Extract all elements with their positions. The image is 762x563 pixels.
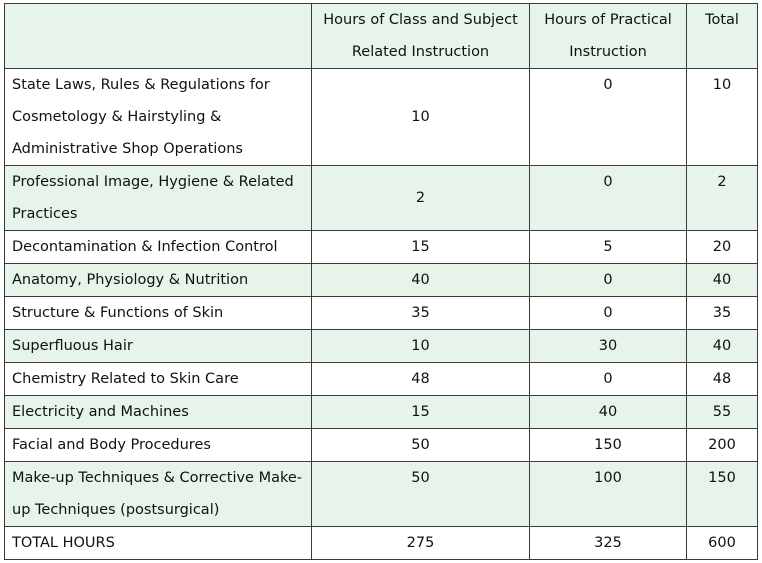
row-class-hours: 2 xyxy=(312,166,530,231)
curriculum-hours-table xyxy=(4,3,758,560)
total-practical-hours: 325 xyxy=(530,527,687,560)
header-practical-hours: Hours of Practical Instruction xyxy=(530,4,687,69)
row-class-hours: 15 xyxy=(312,231,530,264)
row-total: 20 xyxy=(687,231,758,264)
table-row xyxy=(5,330,758,363)
row-practical-hours: 0 xyxy=(530,297,687,330)
table-row xyxy=(5,264,758,297)
row-class-hours: 10 xyxy=(312,69,530,166)
header-total: Total xyxy=(687,4,758,69)
row-subject: Structure & Functions of Skin xyxy=(5,297,312,330)
row-class-hours: 15 xyxy=(312,396,530,429)
row-practical-hours: 30 xyxy=(530,330,687,363)
row-class-hours: 40 xyxy=(312,264,530,297)
table-row xyxy=(5,231,758,264)
row-subject: Superfluous Hair xyxy=(5,330,312,363)
total-label: TOTAL HOURS xyxy=(5,527,312,560)
table-row xyxy=(5,396,758,429)
row-practical-hours: 100 xyxy=(530,462,687,527)
table-row xyxy=(5,69,758,166)
row-subject: Anatomy, Physiology & Nutrition xyxy=(5,264,312,297)
row-practical-hours: 150 xyxy=(530,429,687,462)
row-total: 35 xyxy=(687,297,758,330)
row-practical-hours: 0 xyxy=(530,69,687,166)
table-total-row xyxy=(5,527,758,560)
table-row xyxy=(5,363,758,396)
total-class-hours: 275 xyxy=(312,527,530,560)
row-total: 150 xyxy=(687,462,758,527)
row-total: 40 xyxy=(687,330,758,363)
row-total: 200 xyxy=(687,429,758,462)
total-hours: 600 xyxy=(687,527,758,560)
row-class-hours: 50 xyxy=(312,429,530,462)
row-total: 2 xyxy=(687,166,758,231)
row-practical-hours: 5 xyxy=(530,231,687,264)
row-subject: Professional Image, Hygiene & Related Practices xyxy=(5,166,312,231)
table-row xyxy=(5,462,758,527)
row-class-hours: 50 xyxy=(312,462,530,527)
row-practical-hours: 0 xyxy=(530,264,687,297)
row-total: 55 xyxy=(687,396,758,429)
row-subject: Make-up Techniques & Corrective Make-up Techniques (postsurgical) xyxy=(5,462,312,527)
row-subject: Decontamination & Infection Control xyxy=(5,231,312,264)
row-practical-hours: 40 xyxy=(530,396,687,429)
row-class-hours: 10 xyxy=(312,330,530,363)
row-class-hours: 48 xyxy=(312,363,530,396)
header-class-hours: Hours of Class and Subject Related Instruction xyxy=(312,4,530,69)
row-practical-hours: 0 xyxy=(530,363,687,396)
row-subject: Chemistry Related to Skin Care xyxy=(5,363,312,396)
row-practical-hours: 0 xyxy=(530,166,687,231)
table-header-row xyxy=(5,4,758,69)
row-subject: State Laws, Rules & Regulations for Cosmetology & Hairstyling & Administrative Shop Operations xyxy=(5,69,312,166)
row-subject: Facial and Body Procedures xyxy=(5,429,312,462)
row-total: 48 xyxy=(687,363,758,396)
row-subject: Electricity and Machines xyxy=(5,396,312,429)
table-row xyxy=(5,429,758,462)
row-total: 10 xyxy=(687,69,758,166)
table-row xyxy=(5,297,758,330)
header-subject xyxy=(5,4,312,69)
row-total: 40 xyxy=(687,264,758,297)
row-class-hours: 35 xyxy=(312,297,530,330)
table-row xyxy=(5,166,758,231)
